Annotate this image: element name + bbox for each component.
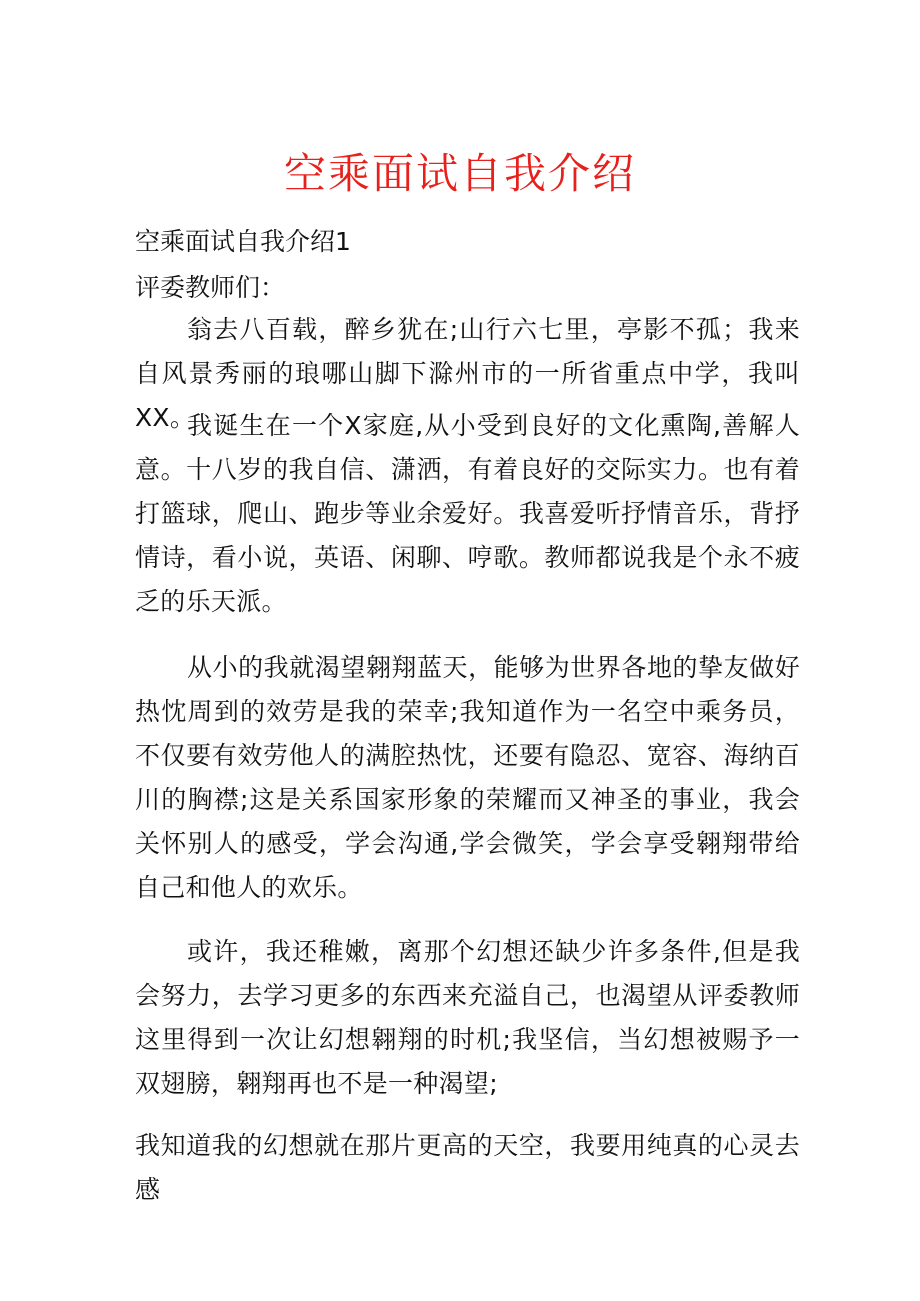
paragraph-closing: 我知道我的幻想就在那片更高的天空，我要用纯真的心灵去感	[135, 1131, 800, 1204]
paragraph-intro: 翁去八百载，醉乡犹在;山行六七里，亭影不孤；我来自风景秀丽的琅哪山脚下滁州市的一所省重点中学，我叫XX。	[135, 315, 800, 432]
paragraph-background: 我诞生在一个X家庭,从小受到良好的文化熏陶,善解人意。十八岁的我自信、潇洒，有着良好的交际实力。也有着打篮球，爬山、跑步等业余爱好。我喜爱听抒情音乐，背抒情诗，看小说，英语、闲聊、哼歌。教师都说我是个永不疲乏的乐天派。	[135, 411, 800, 616]
document-title: 空乘面试自我介绍	[283, 149, 636, 198]
paragraph-effort: 或许，我还稚嫩，离那个幻想还缺少许多条件,但是我会努力，去学习更多的东西来充溢自己，也渴望从评委教师这里得到一次让幻想翱翔的时机;我坚信，当幻想被赐予一双翅膀，翱翔再也不是一种渴望;	[135, 937, 800, 1098]
paragraph-aspiration: 从小的我就渴望翱翔蓝天，能够为世界各地的挚友做好热忱周到的效劳是我的荣幸;我知道作为一名空中乘务员，不仅要有效劳他人的满腔热忱，还要有隐忍、宽容、海纳百川的胸襟;这是关系国家形象的荣耀而又神圣的事业，我会关怀别人的感受，学会沟通,学会微笑，学会享受翱翔带给自己和他人的欢乐。	[135, 653, 800, 902]
salutation: 评委教师们：	[135, 273, 286, 302]
section-heading: 空乘面试自我介绍1	[135, 227, 351, 256]
